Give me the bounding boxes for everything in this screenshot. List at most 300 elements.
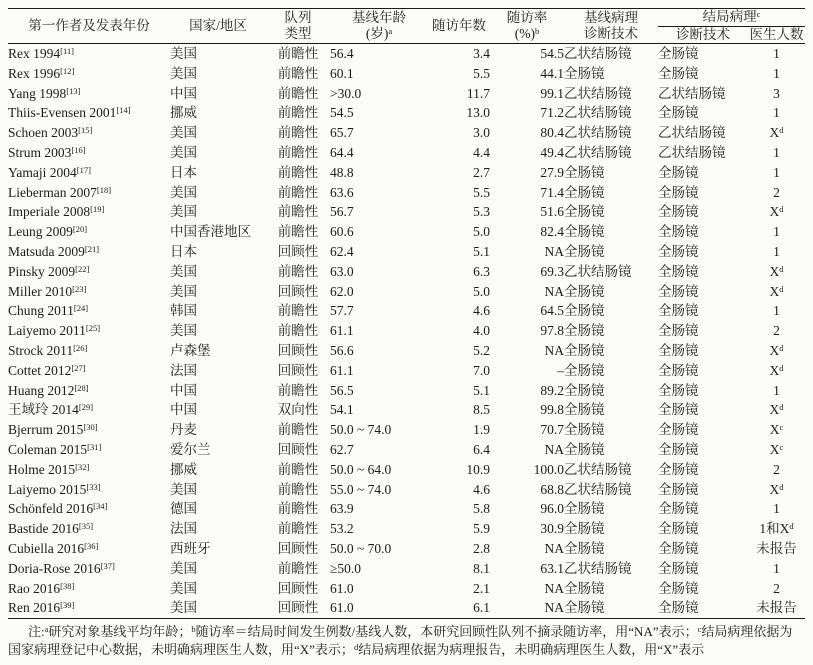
cell-age: 50.0 ~ 74.0 (330, 422, 392, 438)
cell-age: 63.9 (330, 501, 354, 517)
table-row (8, 103, 805, 123)
cell-age: >30.0 (330, 85, 362, 101)
cell-country: 美国 (170, 560, 197, 576)
cell-baseline: 乙状结肠镜 (564, 481, 632, 497)
cell-rate: 99.8 (540, 402, 564, 418)
cell-outcome: 全肠镜 (658, 580, 699, 596)
cell-country: 挪威 (170, 105, 197, 121)
cell-baseline: 全肠镜 (564, 303, 605, 319)
cell-baseline: 全肠镜 (564, 521, 605, 537)
table-body (8, 44, 805, 619)
cell-country: 日本 (170, 164, 197, 180)
cell-author: Yang 1998[13] (8, 85, 81, 101)
cell-cohort: 前瞻性 (277, 461, 319, 477)
cell-age: 56.6 (330, 342, 354, 358)
cell-age: 48.8 (330, 164, 354, 180)
cell-doctors: 2 (773, 184, 780, 200)
cell-doctors: 2 (773, 580, 780, 596)
cell-years: 8.5 (473, 402, 490, 418)
cell-cohort: 回顾性 (277, 283, 319, 299)
cell-cohort: 回顾性 (277, 441, 319, 457)
cell-age: 61.1 (330, 362, 354, 378)
cell-country: 美国 (170, 46, 197, 61)
cell-doctors: $X^d$ (769, 402, 784, 418)
column-header-doctors: 医生人数 (749, 26, 804, 42)
cell-outcome: 全肠镜 (658, 461, 699, 477)
column-header-age: 基线年龄 (岁)$^a$ (330, 9, 428, 44)
table-row (8, 341, 805, 361)
cell-cohort: 双向性 (277, 402, 319, 418)
cell-baseline: 全肠镜 (564, 224, 605, 240)
cell-age: 61.1 (330, 323, 354, 339)
cell-rate: NA (544, 600, 564, 616)
table-row (8, 123, 805, 143)
column-header-rate: 随访率 (%)$^b$ (490, 9, 564, 44)
cell-country: 美国 (170, 580, 197, 596)
cell-outcome: 全肠镜 (658, 105, 699, 121)
cell-cohort: 前瞻性 (277, 164, 319, 180)
cell-age: 64.4 (330, 144, 354, 160)
cell-outcome: 全肠镜 (658, 263, 699, 279)
cell-cohort: 前瞻性 (277, 521, 319, 537)
cell-rate: 63.1 (540, 560, 564, 576)
cell-age: 53.2 (330, 521, 354, 537)
cell-outcome: 全肠镜 (658, 243, 699, 259)
cell-baseline: 乙状结肠镜 (564, 144, 632, 160)
cell-rate: 97.8 (540, 323, 564, 339)
cell-rate: 27.9 (540, 164, 564, 180)
cell-outcome: 全肠镜 (658, 402, 699, 418)
table-row (8, 539, 805, 559)
cell-baseline: 全肠镜 (564, 362, 605, 378)
cell-doctors: 1 (773, 65, 780, 81)
cell-years: 13.0 (466, 105, 490, 121)
cell-years: 2.7 (473, 164, 490, 180)
cell-years: 3.4 (473, 46, 490, 61)
table-row (8, 579, 805, 599)
cell-cohort: 前瞻性 (277, 263, 319, 279)
cell-cohort: 前瞻性 (277, 105, 319, 121)
cell-age: 57.7 (330, 303, 354, 319)
cell-country: 法国 (170, 521, 197, 537)
cell-doctors: 未报告 (756, 600, 797, 616)
cell-doctors: 1 (773, 560, 780, 576)
table-row (8, 519, 805, 539)
cell-country: 韩国 (170, 303, 197, 319)
cell-baseline: 全肠镜 (564, 501, 605, 517)
cell-rate: 71.4 (540, 184, 564, 200)
cell-outcome: 全肠镜 (658, 540, 699, 556)
cell-baseline: 全肠镜 (564, 323, 605, 339)
table-row (8, 222, 805, 242)
cell-author: Lieberman 2007[18] (8, 184, 112, 200)
study-table (8, 8, 805, 619)
cell-age: 54.1 (330, 402, 354, 418)
cell-age: 63.6 (330, 184, 354, 200)
cell-country: 卢森堡 (170, 342, 211, 358)
cell-doctors: 2 (773, 323, 780, 339)
cell-baseline: 全肠镜 (564, 540, 605, 556)
cell-doctors: 1和$X^d$ (759, 521, 794, 537)
cell-country: 中国 (170, 402, 197, 418)
cell-age: 56.5 (330, 382, 354, 398)
cell-country: 美国 (170, 481, 197, 497)
cell-doctors: $X^d$ (769, 342, 784, 358)
cell-outcome: 全肠镜 (658, 224, 699, 240)
column-header-country: 国家/地区 (170, 9, 266, 44)
cell-author: Chung 2011[24] (8, 303, 89, 319)
table-row (8, 262, 805, 282)
cell-baseline: 全肠镜 (564, 204, 605, 220)
cell-age: 62.4 (330, 243, 354, 259)
cell-age: 61.0 (330, 580, 354, 596)
cell-years: 2.1 (473, 580, 490, 596)
table-row (8, 480, 805, 500)
cell-country: 爱尔兰 (170, 441, 211, 457)
cell-rate: 44.1 (540, 65, 564, 81)
cell-author: Schoen 2003[15] (8, 125, 93, 141)
cell-outcome: 全肠镜 (658, 342, 699, 358)
cell-author: Doria-Rose 2016[37] (8, 560, 115, 576)
cell-country: 德国 (170, 501, 197, 517)
cell-doctors: 未报告 (756, 540, 797, 556)
cell-country: 美国 (170, 283, 197, 299)
cell-doctors: $X^d$ (769, 481, 784, 497)
cell-country: 法国 (170, 362, 197, 378)
cell-author: Yamaji 2004[17] (8, 164, 91, 180)
cell-cohort: 前瞻性 (277, 501, 319, 517)
cell-outcome: 全肠镜 (658, 382, 699, 398)
cell-cohort: 前瞻性 (277, 560, 319, 576)
cell-author: Strock 2011[26] (8, 342, 88, 358)
cell-baseline: 乙状结肠镜 (564, 560, 632, 576)
cell-rate: – (557, 362, 564, 378)
cell-baseline: 乙状结肠镜 (564, 85, 632, 101)
cell-outcome: 全肠镜 (658, 422, 699, 438)
cell-doctors: 1 (773, 501, 780, 517)
cell-years: 4.0 (473, 323, 490, 339)
cell-cohort: 前瞻性 (277, 65, 319, 81)
cell-country: 美国 (170, 204, 197, 220)
cell-cohort: 前瞻性 (277, 303, 319, 319)
cell-baseline: 全肠镜 (564, 580, 605, 596)
column-header-years: 随访年数 (428, 9, 490, 44)
cell-rate: NA (544, 342, 564, 358)
cell-cohort: 回顾性 (277, 540, 319, 556)
cell-author: Huang 2012[28] (8, 382, 89, 398)
cell-author: Rao 2016[38] (8, 580, 75, 596)
cell-rate: NA (544, 283, 564, 299)
table-row (8, 460, 805, 480)
cell-author: Rex 1996[12] (8, 65, 75, 81)
cell-baseline: 全肠镜 (564, 283, 605, 299)
cell-baseline: 全肠镜 (564, 164, 605, 180)
cell-age: 62.0 (330, 283, 354, 299)
cell-rate: 99.1 (540, 85, 564, 101)
cell-outcome: 全肠镜 (658, 323, 699, 339)
cell-baseline: 全肠镜 (564, 422, 605, 438)
cell-age: 50.0 ~ 64.0 (330, 461, 392, 477)
cell-cohort: 前瞻性 (277, 204, 319, 220)
cell-doctors: $X^d$ (769, 263, 784, 279)
cell-outcome: 全肠镜 (658, 441, 699, 457)
table-row (8, 400, 805, 420)
cell-cohort: 回顾性 (277, 243, 319, 259)
cell-author: Bastide 2016[35] (8, 521, 94, 537)
cell-cohort: 回顾性 (277, 342, 319, 358)
cell-outcome: 全肠镜 (658, 481, 699, 497)
cell-age: ≥50.0 (330, 560, 362, 576)
cell-years: 4.4 (473, 144, 490, 160)
column-header-author: 第一作者及发表年份 (8, 9, 170, 44)
table-row (8, 64, 805, 84)
cell-rate: 96.0 (540, 501, 564, 517)
cell-rate: 70.7 (540, 422, 564, 438)
cell-outcome: 全肠镜 (658, 283, 699, 299)
cell-rate: 51.6 (540, 204, 564, 220)
cell-cohort: 前瞻性 (277, 382, 319, 398)
cell-cohort: 前瞻性 (277, 224, 319, 240)
cell-years: 10.9 (466, 461, 490, 477)
cell-years: 8.1 (473, 560, 490, 576)
cell-years: 7.0 (473, 362, 490, 378)
cell-author: Holme 2015[32] (8, 461, 90, 477)
cell-age: 65.7 (330, 125, 354, 141)
cell-years: 5.0 (473, 224, 490, 240)
cell-country: 中国 (170, 85, 197, 101)
cell-years: 3.0 (473, 125, 490, 141)
cell-author: Cottet 2012[27] (8, 362, 86, 378)
cell-cohort: 前瞻性 (277, 144, 319, 160)
cell-years: 5.3 (473, 204, 490, 220)
cell-years: 2.8 (473, 540, 490, 556)
table-row (8, 499, 805, 519)
cell-outcome: 全肠镜 (658, 362, 699, 378)
cell-baseline: 全肠镜 (564, 65, 605, 81)
cell-years: 6.4 (473, 441, 490, 457)
cell-country: 丹麦 (170, 422, 197, 438)
table-row (8, 301, 805, 321)
cell-doctors: 1 (773, 144, 780, 160)
cell-author: Pinsky 2009[22] (8, 263, 90, 279)
cell-age: 61.0 (330, 600, 354, 616)
cell-baseline: 全肠镜 (564, 243, 605, 259)
cell-rate: 68.8 (540, 481, 564, 497)
cell-author: Matsuda 2009[21] (8, 243, 100, 259)
cell-country: 美国 (170, 65, 197, 81)
cell-outcome: 乙状结肠镜 (658, 85, 726, 101)
cell-baseline: 全肠镜 (564, 600, 605, 616)
cell-doctors: $X^d$ (769, 204, 784, 220)
cell-country: 挪威 (170, 461, 197, 477)
cell-country: 美国 (170, 600, 197, 616)
table-row (8, 202, 805, 222)
cell-years: 5.9 (473, 521, 490, 537)
cell-outcome: 乙状结肠镜 (658, 125, 726, 141)
column-header-baseline: 基线病理 诊断技术 (564, 9, 658, 44)
cell-outcome: 全肠镜 (658, 560, 699, 576)
cell-outcome: 全肠镜 (658, 46, 699, 61)
cell-author: Strum 2003[16] (8, 144, 86, 160)
cell-age: 62.7 (330, 441, 354, 457)
footnote-line: 注:$^a$研究对象基线平均年龄；$^b$随访率＝结局时间发生例数/基线人数，本研究回顾性队列不摘录随访率，用“NA”表示；$^c$结局病理依据为 (28, 624, 793, 640)
table-row (8, 440, 805, 460)
cell-cohort: 前瞻性 (277, 184, 319, 200)
cell-years: 5.1 (473, 382, 490, 398)
cell-doctors: 2 (773, 461, 780, 477)
cell-author: Laiyemo 2015[33] (8, 481, 101, 497)
table-row (8, 84, 805, 104)
cell-doctors: $X^c$ (769, 422, 784, 438)
cell-country: 美国 (170, 184, 197, 200)
cell-outcome: 全肠镜 (658, 303, 699, 319)
cell-doctors: 1 (773, 243, 780, 259)
cell-cohort: 前瞻性 (277, 125, 319, 141)
cell-country: 美国 (170, 323, 197, 339)
cell-age: 56.4 (330, 46, 354, 61)
table-row (8, 321, 805, 341)
cell-cohort: 前瞻性 (277, 46, 319, 61)
cell-doctors: $X^c$ (769, 441, 784, 457)
cell-outcome: 全肠镜 (658, 501, 699, 517)
table-row (8, 361, 805, 381)
cell-author: Leung 2009[20] (8, 224, 88, 240)
cell-years: 6.3 (473, 263, 490, 279)
table-footnote (8, 623, 805, 658)
table-row (8, 559, 805, 579)
cell-author: Schönfeld 2016[34] (8, 501, 108, 517)
cell-country: 中国 (170, 382, 197, 398)
cell-outcome: 全肠镜 (658, 65, 699, 81)
cell-baseline: 全肠镜 (564, 441, 605, 457)
cell-rate: 64.5 (540, 303, 564, 319)
cell-rate: 69.3 (540, 263, 564, 279)
cell-doctors: $X^d$ (769, 362, 784, 378)
cell-cohort: 前瞻性 (277, 422, 319, 438)
cell-country: 西班牙 (170, 540, 211, 556)
cell-cohort: 回顾性 (277, 580, 319, 596)
cell-baseline: 全肠镜 (564, 382, 605, 398)
cell-doctors: $X^d$ (769, 283, 784, 299)
cell-cohort: 前瞻性 (277, 85, 319, 101)
cell-author: Ren 2016[39] (8, 600, 75, 616)
cell-rate: 80.4 (540, 125, 564, 141)
cell-doctors: 1 (773, 382, 780, 398)
column-header-cohort: 队列 类型 (266, 9, 330, 44)
cell-baseline: 乙状结肠镜 (564, 125, 632, 141)
table-row (8, 163, 805, 183)
cell-years: 4.6 (473, 481, 490, 497)
cell-baseline: 全肠镜 (564, 342, 605, 358)
cell-country: 美国 (170, 144, 197, 160)
cell-years: 5.2 (473, 342, 490, 358)
cell-baseline: 全肠镜 (564, 184, 605, 200)
cell-rate: 30.9 (540, 521, 564, 537)
cell-age: 55.0 ~ 74.0 (330, 481, 392, 497)
cell-doctors: 1 (773, 164, 780, 180)
cell-years: 5.8 (473, 501, 490, 517)
cell-doctors: 1 (773, 303, 780, 319)
cell-rate: 100.0 (533, 461, 564, 477)
cell-author: 王域玲 2014[29] (8, 402, 94, 418)
cell-age: 60.1 (330, 65, 354, 81)
column-header-outcome: 诊断技术 (658, 26, 748, 44)
cell-cohort: 前瞻性 (277, 481, 319, 497)
cell-years: 1.9 (473, 422, 490, 438)
cell-outcome: 全肠镜 (658, 600, 699, 616)
cell-outcome: 全肠镜 (658, 204, 699, 220)
cell-age: 60.6 (330, 224, 354, 240)
column-group-header-outcome-pathology: 结局病理$^c$ (658, 9, 805, 27)
cell-rate: 71.2 (540, 105, 564, 121)
cell-baseline: 乙状结肠镜 (564, 46, 632, 61)
footnote-line: 国家病理登记中心数据，未明确病理医生人数，用“X”表示；$^d$结局病理依据为病理报告，未明确病理医生人数，用“X”表示 (8, 641, 705, 657)
cell-age: 54.5 (330, 105, 354, 121)
cell-age: 56.7 (330, 204, 354, 220)
cell-age: 63.0 (330, 263, 354, 279)
cell-doctors: 1 (773, 46, 780, 61)
cell-baseline: 乙状结肠镜 (564, 263, 632, 279)
table-header (8, 9, 805, 44)
cell-rate: 49.4 (540, 144, 564, 160)
cell-outcome: 乙状结肠镜 (658, 144, 726, 160)
cell-years: 5.5 (473, 184, 490, 200)
cell-author: Cubiella 2016[36] (8, 540, 99, 556)
cell-author: Imperiale 2008[19] (8, 204, 105, 220)
table-row (8, 381, 805, 401)
cell-years: 5.5 (473, 65, 490, 81)
cell-rate: 82.4 (540, 224, 564, 240)
cell-author: Bjerrum 2015[30] (8, 422, 98, 438)
cell-baseline: 乙状结肠镜 (564, 105, 632, 121)
cell-country: 日本 (170, 243, 197, 259)
cell-doctors: 1 (773, 224, 780, 240)
table-row (8, 242, 805, 262)
cell-years: 4.6 (473, 303, 490, 319)
cell-rate: NA (544, 441, 564, 457)
table-row (8, 282, 805, 302)
cell-cohort: 前瞻性 (277, 323, 319, 339)
table-row (8, 598, 805, 618)
table-row (8, 420, 805, 440)
cell-doctors: 1 (773, 105, 780, 121)
cell-country: 美国 (170, 125, 197, 141)
cell-rate: 89.2 (540, 382, 564, 398)
cell-years: 6.1 (473, 600, 490, 616)
cell-doctors: $X^d$ (769, 125, 784, 141)
cell-rate: NA (544, 580, 564, 596)
cell-years: 5.0 (473, 283, 490, 299)
cell-rate: NA (544, 243, 564, 259)
cell-baseline: 乙状结肠镜 (564, 461, 632, 477)
cell-years: 5.1 (473, 243, 490, 259)
cell-author: Coleman 2015[31] (8, 441, 102, 457)
cell-country: 美国 (170, 263, 197, 279)
cell-author: Laiyemo 2011[25] (8, 323, 101, 339)
cell-doctors: 3 (773, 85, 780, 101)
cell-baseline: 全肠镜 (564, 402, 605, 418)
cell-outcome: 全肠镜 (658, 184, 699, 200)
table-row (8, 44, 805, 64)
cell-country: 中国香港地区 (170, 224, 251, 240)
cell-outcome: 全肠镜 (658, 164, 699, 180)
table-row (8, 183, 805, 203)
cell-author: Thiis-Evensen 2001[14] (8, 105, 131, 121)
cell-outcome: 全肠镜 (658, 521, 699, 537)
cell-age: 50.0 ~ 70.0 (330, 540, 392, 556)
cell-author: Miller 2010[23] (8, 283, 87, 299)
table-row (8, 143, 805, 163)
